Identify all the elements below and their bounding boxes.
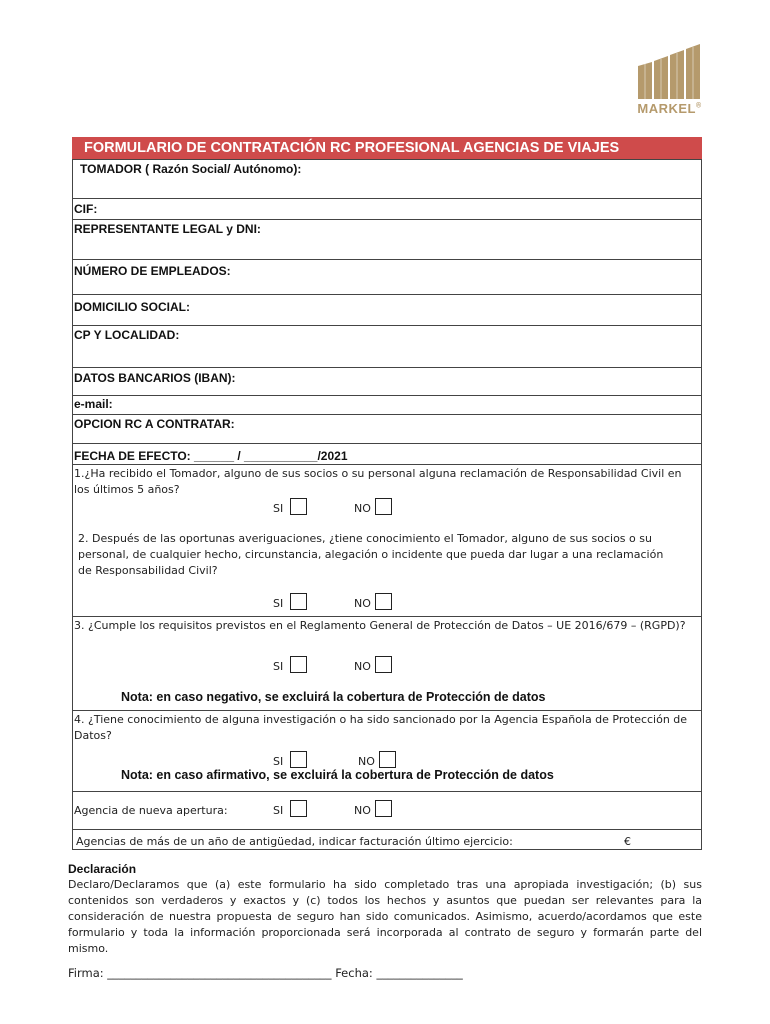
q2-si-label: SI <box>273 597 284 610</box>
q4-no-label: NO <box>358 755 375 768</box>
domicilio-label: DOMICILIO SOCIAL: <box>74 300 190 314</box>
q4-no-checkbox[interactable] <box>379 751 396 768</box>
fecha-efecto-label: FECHA DE EFECTO: ______ / ___________/2021 <box>74 449 348 463</box>
cp-label: CP Y LOCALIDAD: <box>74 328 180 342</box>
antiguedad-label: Agencias de más de un año de antigüedad, indicar facturación último ejercicio: <box>76 835 513 848</box>
apertura-si-checkbox[interactable] <box>290 800 307 817</box>
row-divider <box>72 616 702 617</box>
row-divider <box>72 198 702 199</box>
row-divider <box>72 219 702 220</box>
q4-si-checkbox[interactable] <box>290 751 307 768</box>
empleados-label: NÚMERO DE EMPLEADOS: <box>74 264 231 278</box>
q3-si-label: SI <box>273 660 284 673</box>
q1-no-label: NO <box>354 502 371 515</box>
question-3: 3. ¿Cumple los requisitos previstos en el Reglamento General de Protección de Datos – UE 2016/679 – (RGPD)? <box>74 619 686 632</box>
fecha-field[interactable]: _______________ <box>376 966 463 980</box>
row-divider <box>72 367 702 368</box>
row-divider <box>72 325 702 326</box>
row-divider <box>72 829 702 830</box>
brand-name: MARKEL® <box>637 101 702 116</box>
row-divider <box>72 414 702 415</box>
fecha-label: Fecha: <box>335 966 373 980</box>
cif-label: CIF: <box>74 202 98 216</box>
iban-label: DATOS BANCARIOS (IBAN): <box>74 371 236 385</box>
representante-label: REPRESENTANTE LEGAL y DNI: <box>74 222 261 236</box>
q2-si-checkbox[interactable] <box>290 593 307 610</box>
apertura-no-label: NO <box>354 804 371 817</box>
declaration-text: Declaro/Declaramos que (a) este formulario ha sido completado tras una apropiada investigación; (b) sus contenidos son verdaderos y exactos y (c) todos los hechos y asuntos que puedan ser relevantes para la consideración de nuestra propuesta de seguro han sido comunicados. Asimismo, acuerdo/acordamos que este formulario y toda la información proporcionada será incorporada al contrato de seguro y formarán parte del mismo. <box>68 878 702 955</box>
form-title: FORMULARIO DE CONTRATACIÓN RC PROFESIONAL AGENCIAS DE VIAJES <box>72 137 702 159</box>
row-divider <box>72 791 702 792</box>
q2-no-checkbox[interactable] <box>375 593 392 610</box>
email-label: e-mail: <box>74 397 113 411</box>
q3-no-checkbox[interactable] <box>375 656 392 673</box>
q2-no-label: NO <box>354 597 371 610</box>
row-divider <box>72 294 702 295</box>
q1-no-checkbox[interactable] <box>375 498 392 515</box>
opcion-label: OPCION RC A CONTRATAR: <box>74 417 235 431</box>
q3-note: Nota: en caso negativo, se excluirá la cobertura de Protección de datos <box>121 690 546 704</box>
firma-label: Firma: <box>68 966 104 980</box>
declaration-title: Declaración <box>68 862 137 876</box>
q4-si-label: SI <box>273 755 284 768</box>
q1-si-label: SI <box>273 502 284 515</box>
row-divider <box>72 710 702 711</box>
firma-field[interactable]: _______________________________________ <box>107 966 332 980</box>
question-4: 4. ¿Tiene conocimiento de alguna investigación o ha sido sancionado por la Agencia Española de Protección de Datos? <box>74 713 688 742</box>
tomador-label: TOMADOR ( Razón Social/ Autónomo): <box>80 162 302 176</box>
signature-line <box>68 966 463 980</box>
apertura-si-label: SI <box>273 804 284 817</box>
question-1: 1.¿Ha recibido el Tomador, alguno de sus socios o su personal alguna reclamación de Responsabilidad Civil en los últimos 5 años? <box>74 467 682 496</box>
row-divider <box>72 443 702 444</box>
row-divider <box>72 259 702 260</box>
q3-no-label: NO <box>354 660 371 673</box>
question-2: 2. Después de las oportunas averiguaciones, ¿tiene conocimiento el Tomador, alguno de sus socios o su personal, de cualquier hecho, circunstancia, alegación o incidente que pueda dar lugar a una reclamación de Responsabilidad Civil? <box>78 532 664 577</box>
row-divider <box>72 395 702 396</box>
q4-note: Nota: en caso afirmativo, se excluirá la cobertura de Protección de datos <box>121 768 554 782</box>
row-divider <box>72 464 702 465</box>
apertura-no-checkbox[interactable] <box>375 800 392 817</box>
nueva-apertura-label: Agencia de nueva apertura: <box>74 804 228 817</box>
currency-symbol: € <box>624 835 631 848</box>
q3-si-checkbox[interactable] <box>290 656 307 673</box>
q1-si-checkbox[interactable] <box>290 498 307 515</box>
